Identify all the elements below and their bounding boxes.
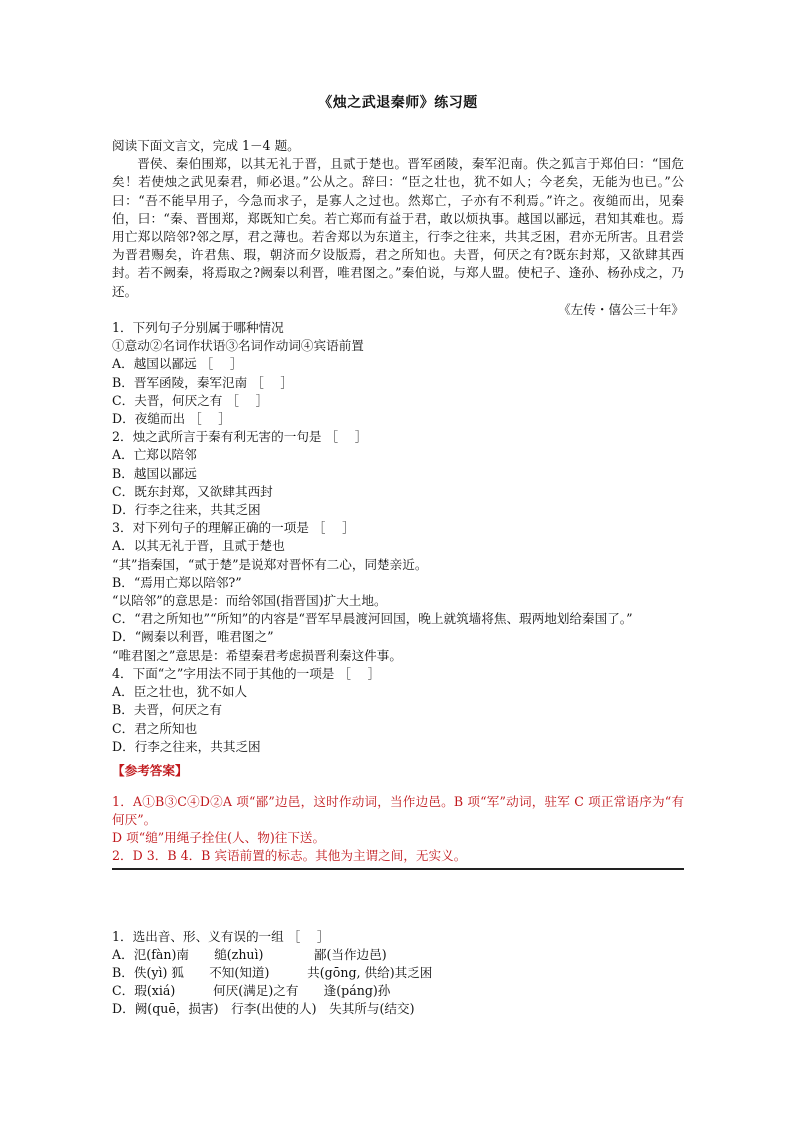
option-c: C．夫晋，何厌之有 ［ ］ [112, 392, 269, 408]
option-b: B．越国以鄙远 [112, 465, 197, 481]
question-options-key: ①意动②名词作状语③名词作动词④宾语前置 [112, 338, 364, 354]
option-b: B．“焉用亡郑以陪邻?” [112, 574, 242, 590]
answer-line-3: 2．D 3．B 4．B 宾语前置的标志。其他为主谓之间，无实义。 [112, 848, 467, 864]
answer-key [112, 762, 684, 870]
answer-heading: 【参考答案】 [112, 762, 188, 778]
question-stem: 4．下面“之”字用法不同于其他的一项是 ［ ］ [112, 665, 381, 681]
question-stem: 1．下列句子分别属于哪种情况 [112, 320, 284, 336]
question-stem: 3．对下列句子的理解正确的一项是 ［ ］ [112, 520, 355, 536]
option-c: C．既东封郑，又欲肆其西封 [112, 483, 273, 499]
option-c: C．瑕(xiá) 何厌(满足)之有 逢(páng)孙 [112, 983, 391, 999]
option-d: D．阙(quē，损害) 行李(出使的人) 失其所与(结交) [112, 1001, 415, 1017]
passage-source: 《左传・僖公三十年》 [558, 301, 684, 317]
question-3 [112, 519, 684, 665]
option-a: A．亡郑以陪邻 [112, 447, 197, 463]
option-a: A．以其无礼于晋，且贰于楚也 [112, 538, 285, 554]
question-2 [112, 428, 684, 519]
question-stem: 1．选出音、形、义有误的一组 ［ ］ [112, 928, 330, 944]
answer-line-1: 1．A①B③C④D②A 项“鄙”边邑，这时作动词，当作边邑。B 项“军”动词，驻军 C 项正常语序为“有何厌”。 [112, 793, 684, 827]
option-d-explanation: “唯君图之”意思是：希望秦君考虑损晋利秦这件事。 [112, 647, 402, 663]
option-d: D．行李之往来，共其乏困 [112, 502, 261, 518]
classical-passage: 晋侯、秦伯围郑，以其无礼于晋，且贰于楚也。晋军函陵，秦军氾南。佚之狐言于郑伯曰：“国危矣！若使烛之武见秦君，师必退。”公从之。辞曰：“臣之壮也，犹不如人；今老矣，无能为也已。”公曰：“吾不能早用子，今急而求子，是寡人之过也。然郑亡，子亦有不利焉。”许之。夜缒而出，见秦伯，曰：“秦、晋围郑，郑既知亡矣。若亡郑而有益于君，敢以烦执事。越国以鄙远，君知其难也。焉用亡郑以陪邻?邻之厚，君之薄也。若舍郑以为东道主，行李之往来，共其乏困，君亦无所害。且君尝为晋君赐矣，许君焦、瑕，朝济而夕设版焉，君之所知也。夫晋，何厌之有?既东封郑，又欲肆其西封。若不阙秦，将焉取之?阙秦以利晋，唯君图之。”秦伯说，与郑人盟。使杞子、逢孙、杨孙戍之，乃还。 [112, 156, 684, 299]
option-c: C．“君之所知也”“所知”的内容是“晋军早晨渡河回国，晚上就筑墙将焦、瑕两地划给秦国了。” [112, 611, 633, 627]
option-d: D．夜缒而出 ［ ］ [112, 411, 231, 427]
option-d: D．“阙秦以利晋，唯君图之” [112, 629, 274, 645]
intro-instruction: 阅读下面文言文，完成 1－4 题。 [112, 138, 300, 153]
page-title: 《烛之武退秦师》练习题 [318, 95, 478, 111]
option-a: A．越国以鄙远 ［ ］ [112, 356, 243, 372]
option-b: B．晋军函陵，秦军氾南 ［ ］ [112, 374, 293, 390]
option-a: A．臣之壮也，犹不如人 [112, 684, 248, 700]
option-b: B．夫晋，何厌之有 [112, 702, 223, 718]
option-c: C．君之所知也 [112, 720, 198, 736]
option-a: A．氾(fàn)南 缒(zhuì) 鄙(当作边邑) [112, 946, 387, 962]
question-stem: 2．烛之武所言于秦有利无害的一句是 ［ ］ [112, 429, 368, 445]
answer-line-2: D 项“缒”用绳子拴住(人、物)往下送。 [112, 830, 326, 846]
option-b-explanation: “以陪邻”的意思是：而给邻国(指晋国)扩大土地。 [112, 593, 387, 609]
option-a-explanation: “其”指秦国，“贰于楚”是说郑对晋怀有二心，同楚亲近。 [112, 556, 428, 572]
question-4 [112, 665, 684, 756]
question-1 [112, 319, 684, 428]
question-5 [112, 928, 684, 1019]
worksheet-page [112, 92, 684, 1019]
option-b: B．佚(yì) 狐 不知(知道) 共(gōng, 供给)其乏困 [112, 964, 433, 980]
option-d: D．行李之往来，共其乏困 [112, 738, 261, 754]
